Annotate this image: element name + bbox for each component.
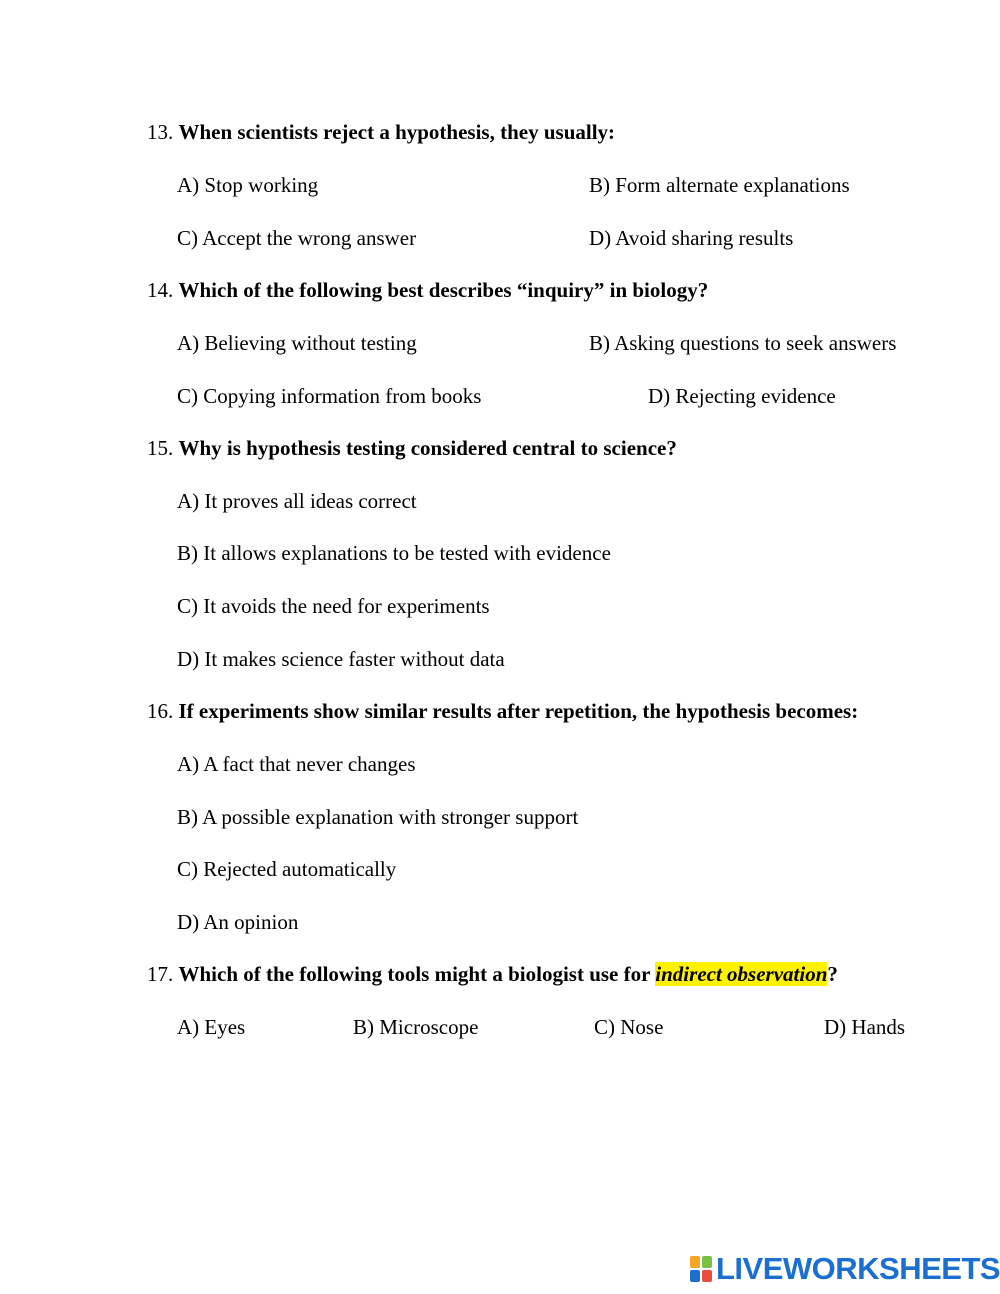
question-text-after: ? [827,962,838,986]
question-14 [147,278,708,302]
logo-grid-icon [690,1256,712,1282]
option-14a[interactable]: A) Believing without testing [177,331,417,355]
question-number: 13. [147,120,174,144]
question-text: Why is hypothesis testing considered central to science? [178,436,677,460]
option-17b[interactable]: B) Microscope [353,1015,479,1039]
question-text: Which of the following best describes “inquiry” in biology? [178,278,709,302]
option-16c[interactable]: C) Rejected automatically [177,857,397,881]
liveworksheets-logo [690,1252,1000,1286]
option-13b[interactable]: B) Form alternate explanations [589,173,850,197]
option-14c[interactable]: C) Copying information from books [177,384,482,408]
option-13c[interactable]: C) Accept the wrong answer [177,226,417,250]
question-text-before: Which of the following tools might a biologist use for [178,962,656,986]
option-15c[interactable]: C) It avoids the need for experiments [177,594,490,618]
option-13a[interactable]: A) Stop working [177,173,319,197]
question-number: 15. [147,436,174,460]
question-15 [147,436,677,460]
question-17 [147,962,838,986]
question-13 [147,120,615,144]
option-13d[interactable]: D) Avoid sharing results [589,226,794,250]
option-17a[interactable]: A) Eyes [177,1015,246,1039]
option-17d[interactable]: D) Hands [824,1015,906,1039]
option-16a[interactable]: A) A fact that never changes [177,752,416,776]
logo-text: LIVEWORKSHEETS [716,1251,1000,1286]
option-14b[interactable]: B) Asking questions to seek answers [589,331,897,355]
option-17c[interactable]: C) Nose [594,1015,664,1039]
question-text: If experiments show similar results after repetition, the hypothesis becomes: [178,699,859,723]
question-text [179,962,838,986]
question-16 [147,699,858,723]
option-16b[interactable]: B) A possible explanation with stronger support [177,805,579,829]
question-number: 17. [147,962,174,986]
option-15d[interactable]: D) It makes science faster without data [177,647,505,671]
option-15b[interactable]: B) It allows explanations to be tested with evidence [177,541,611,565]
question-number: 16. [147,699,174,723]
option-15a[interactable]: A) It proves all ideas correct [177,489,417,513]
option-14d[interactable]: D) Rejecting evidence [648,384,836,408]
option-16d[interactable]: D) An opinion [177,910,299,934]
highlighted-term: indirect observation [655,962,828,986]
question-number: 14. [147,278,174,302]
question-text: When scientists reject a hypothesis, they usually: [178,120,616,144]
